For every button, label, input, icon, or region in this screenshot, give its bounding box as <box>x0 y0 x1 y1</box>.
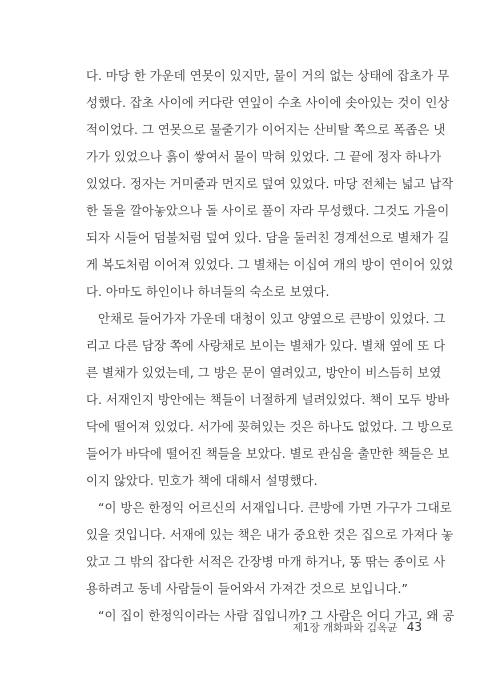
text-line: 용하려고 동네 사람들이 들어와서 가져간 것으로 보입니다.” <box>86 581 408 596</box>
text-line: 성했다. 잡초 사이에 커다란 연잎이 수초 사이에 솟아있는 것이 인상 <box>86 95 450 110</box>
text-line: 른 별채가 있었는데, 그 방은 문이 열려있고, 방안이 비스듬히 보였 <box>86 365 442 380</box>
text-line: 적이었다. 그 연못으로 물줄기가 이어지는 산비탈 쪽으로 폭좁은 냇 <box>86 122 446 137</box>
paragraph <box>86 494 454 602</box>
text-line: 리고 다른 담장 쪽에 사랑채로 보이는 별채가 있다. 별채 옆에 또 다 <box>86 338 446 353</box>
paragraph <box>86 305 454 494</box>
text-line: 되자 시들어 덤불처럼 덮여 있다. 담을 둘러친 경계선으로 별채가 길 <box>86 230 450 245</box>
body-text <box>86 62 455 629</box>
text-line: 다. 아마도 하인이나 하녀들의 숙소로 보였다. <box>86 284 330 299</box>
text-line: 닥에 떨어져 있었다. 서가에 꽂혀있는 것은 하나도 없었다. 그 방으로 <box>86 419 454 434</box>
text-line: 들어가 바닥에 떨어진 책들을 보았다. 별로 관심을 출만한 책들은 보 <box>86 446 450 461</box>
text-line: 안채로 들어가자 가운데 대청이 있고 양옆으로 큰방이 있었다. 그 <box>98 311 446 326</box>
text-line: 한 돌을 깔아놓았으나 돌 사이로 풀이 자라 무성했다. 그것도 가을이 <box>86 203 450 218</box>
text-line: 았고 그 밖의 잡다한 서적은 간장병 마개 하거나, 똥 딲는 종이로 사 <box>86 554 446 569</box>
paragraph <box>86 62 454 305</box>
page-number: 43 <box>406 620 422 634</box>
text-line: 가가 있었으나 흙이 쌓여서 물이 막혀 있었다. 그 끝에 정자 하나가 <box>86 149 442 164</box>
text-line: 있었다. 정자는 거미줄과 먼지로 덮여 있었다. 마당 전체는 넓고 납작 <box>86 176 454 191</box>
text-line: “이 집이 한정익이라는 사람 집입니까? 그 사람은 어디 가고, 왜 공 <box>98 608 455 623</box>
text-line: 다. 마당 한 가운데 연못이 있지만, 물이 거의 없는 상태에 잡초가 무 <box>86 68 450 83</box>
text-line: 게 복도처럼 이어져 있었다. 그 별채는 이십여 개의 방이 연이어 있었 <box>86 257 454 272</box>
text-line: 이지 않았다. 민호가 책에 대해서 설명했다. <box>86 473 318 488</box>
page-footer <box>293 620 422 635</box>
text-line: “이 방은 한정익 어르신의 서재입니다. 큰방에 가면 가구가 그대로 <box>98 500 452 515</box>
text-line: 다. 서재인지 방안에는 책들이 너절하게 널려있었다. 책이 모두 방바 <box>86 392 450 407</box>
running-footer-chapter: 제1장 개화파와 김옥균 <box>292 622 398 634</box>
text-line: 있을 것입니다. 서재에 있는 책은 내가 중요한 것은 집으로 가져다 놓 <box>86 527 454 542</box>
